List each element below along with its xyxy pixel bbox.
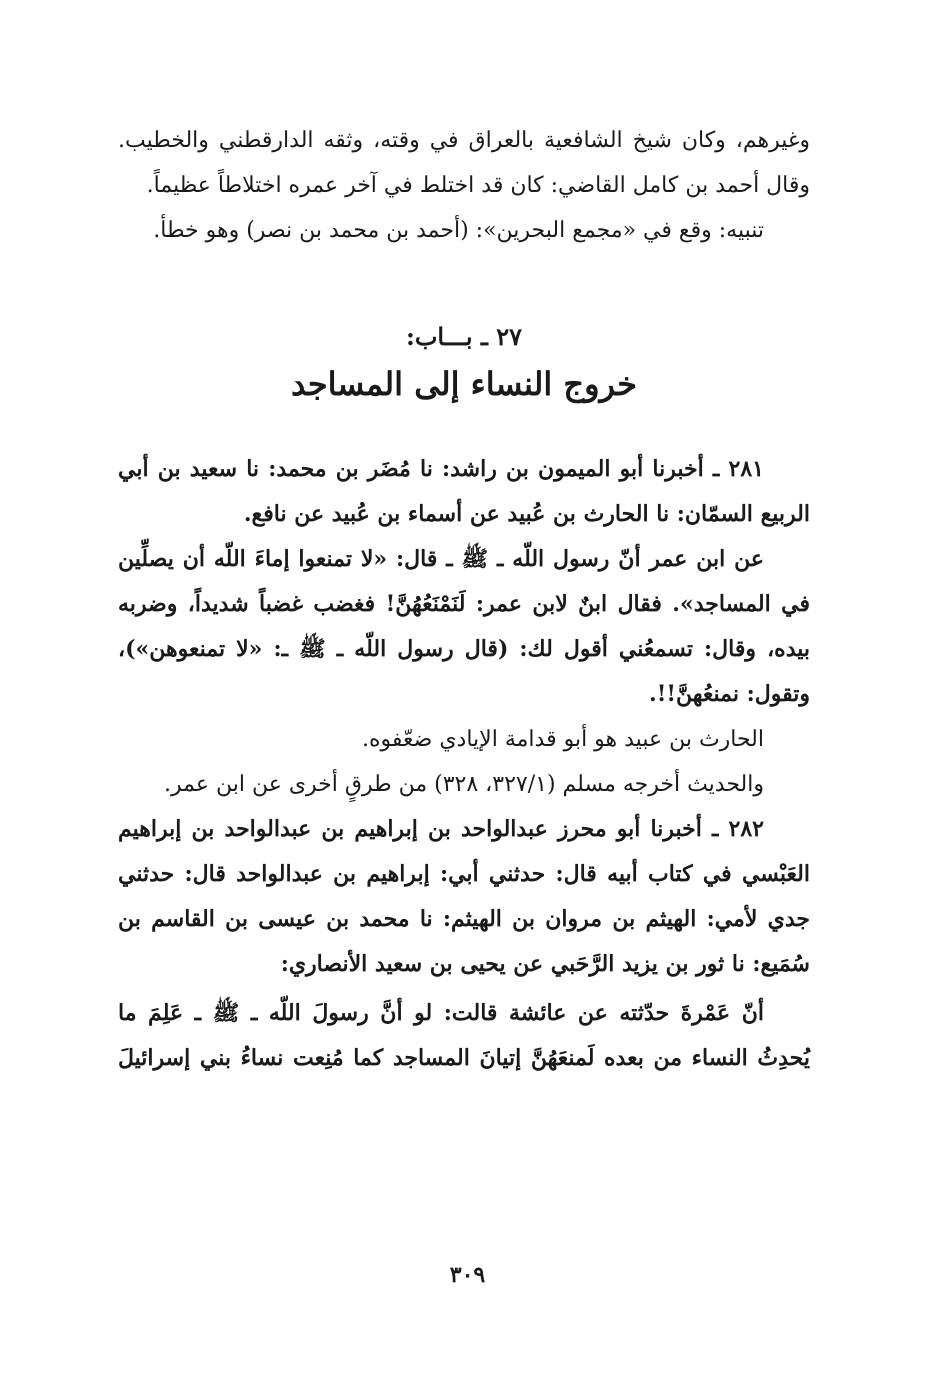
chapter-title: خروج النساء إلى المساجد	[291, 365, 637, 403]
page-body	[118, 118, 810, 1081]
hadith-281-note-takhrij: والحديث أخرجه مسلم (٣٢٧/١، ٣٢٨) من طرقٍ أخرى عن ابن عمر.	[164, 772, 764, 797]
hadith-281-isnad: ٢٨١ ـ أخبرنا أبو الميمون بن راشد: نا مُضَر بن محمد: نا سعيد بن أبي الربيع السمّان: نا الحارث بن عُبيد عن أسماء بن عُبيد عن نافع.	[118, 456, 810, 527]
paragraph-teacher-note: وغيرهم، وكان شيخ الشافعية بالعراق في وقته، وثقه الدارقطني والخطيب.	[118, 128, 810, 153]
hadith-282-isnad: ٢٨٢ ـ أخبرنا أبو محرز عبدالواحد بن إبراهيم بن عبدالواحد بن إبراهيم العَبْسي في كتاب أبيه قال: حدثني أبي: إبراهيم بن عبدالواحد قال: حدثني جدي لأمي: الهيثم بن مروان بن الهيثم: نا محمد بن عيسى بن القاسم بن سُمَيع: نا ثور بن يزيد الرَّحَبي عن يحيى بن سعيد الأنصاري:	[118, 816, 810, 977]
chapter-number: ٢٧ ـ بـــاب:	[405, 322, 523, 351]
hadith-281-matn: عن ابن عمر أنّ رسول اللّه ـ ﷺ ـ قال: «لا تمنعوا إماءَ اللّه أن يصلِّين في المساجد». فقال ابنٌ لابن عمر: لَنَمْنَعُهُنَّ! فغضب غضباً شديداً، وضربه بيده، وقال: تسمعُني أقول لك: (قال رسول اللّه ـ ﷺ ـ: «لا تمنعوهن»)، وتقول: نمنعُهنَّ!!.	[118, 546, 810, 707]
chapter-heading	[118, 315, 810, 409]
paragraph-qadi-note: وقال أحمد بن كامل القاضي: كان قد اختلط في آخر عمره اختلاطاً عظيماً.	[146, 173, 810, 198]
hadith-282-matn: أنّ عَمْرةَ حدّثته عن عائشة قالت: لو أنَّ رسولَ اللّه ـ ﷺ ـ عَلِمَ ما يُحدِثُ النساء من بعده لَمنعَهُنَّ إتيانَ المساجد كما مُنِعت نساءُ بني إسرائيلَ	[118, 1000, 810, 1071]
paragraph-warning-note: تنبيه: وقع في «مجمع البحرين»: (أحمد بن محمد بن نصر) وهو خطأ.	[153, 218, 764, 243]
page-number: ٣٠٩	[449, 1262, 486, 1288]
hadith-281-note-narrator: الحارث بن عبيد هو أبو قدامة الإيادي ضعّفوه.	[362, 727, 764, 752]
